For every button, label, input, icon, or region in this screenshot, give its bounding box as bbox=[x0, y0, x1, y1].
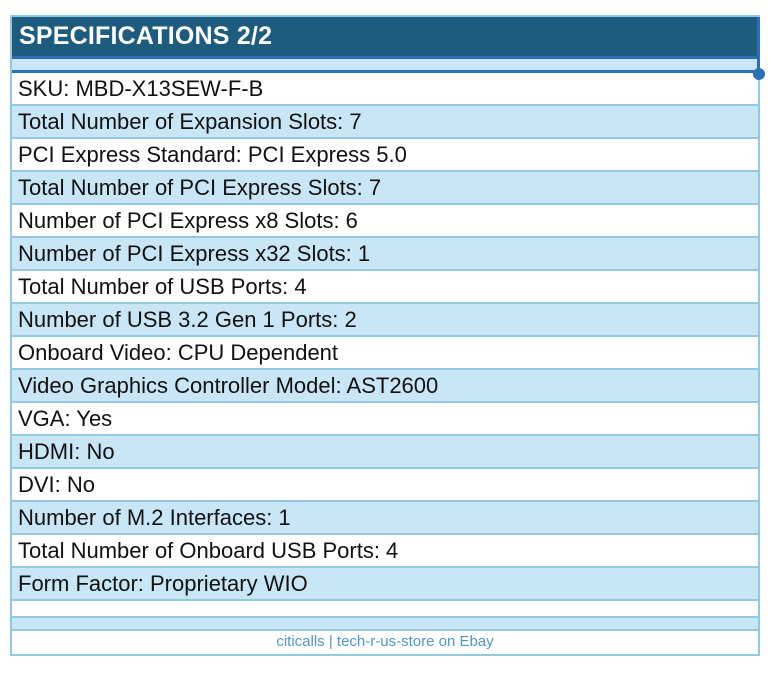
spec-row-pcie-standard: PCI Express Standard: PCI Express 5.0 bbox=[12, 139, 758, 172]
spec-row-pcie-x32-slots: Number of PCI Express x32 Slots: 1 bbox=[12, 238, 758, 271]
store-credit-text: citicalls | tech-r-us-store on Ebay bbox=[12, 631, 758, 654]
spec-row-pcie-slots: Total Number of PCI Express Slots: 7 bbox=[12, 172, 758, 205]
selection-drag-handle-icon[interactable] bbox=[753, 68, 765, 80]
spec-row-vga: VGA: Yes bbox=[12, 403, 758, 436]
spec-row-m2-interfaces: Number of M.2 Interfaces: 1 bbox=[12, 502, 758, 535]
specifications-table bbox=[10, 15, 760, 656]
spec-row-video-controller: Video Graphics Controller Model: AST2600 bbox=[12, 370, 758, 403]
selected-divider-row bbox=[12, 56, 758, 73]
empty-row bbox=[12, 618, 758, 631]
spec-row-form-factor: Form Factor: Proprietary WIO bbox=[12, 568, 758, 601]
spec-row-hdmi: HDMI: No bbox=[12, 436, 758, 469]
empty-row bbox=[12, 601, 758, 618]
selection-border bbox=[757, 17, 760, 73]
spec-row-usb32-gen1-ports: Number of USB 3.2 Gen 1 Ports: 2 bbox=[12, 304, 758, 337]
table-header-block bbox=[12, 17, 758, 73]
spec-row-onboard-video: Onboard Video: CPU Dependent bbox=[12, 337, 758, 370]
spec-row-sku: SKU: MBD-X13SEW-F-B bbox=[12, 73, 758, 106]
spec-row-pcie-x8-slots: Number of PCI Express x8 Slots: 6 bbox=[12, 205, 758, 238]
spec-row-expansion-slots: Total Number of Expansion Slots: 7 bbox=[12, 106, 758, 139]
spec-row-usb-ports: Total Number of USB Ports: 4 bbox=[12, 271, 758, 304]
table-title: SPECIFICATIONS 2/2 bbox=[12, 17, 758, 56]
spec-row-onboard-usb-ports: Total Number of Onboard USB Ports: 4 bbox=[12, 535, 758, 568]
spec-row-dvi: DVI: No bbox=[12, 469, 758, 502]
